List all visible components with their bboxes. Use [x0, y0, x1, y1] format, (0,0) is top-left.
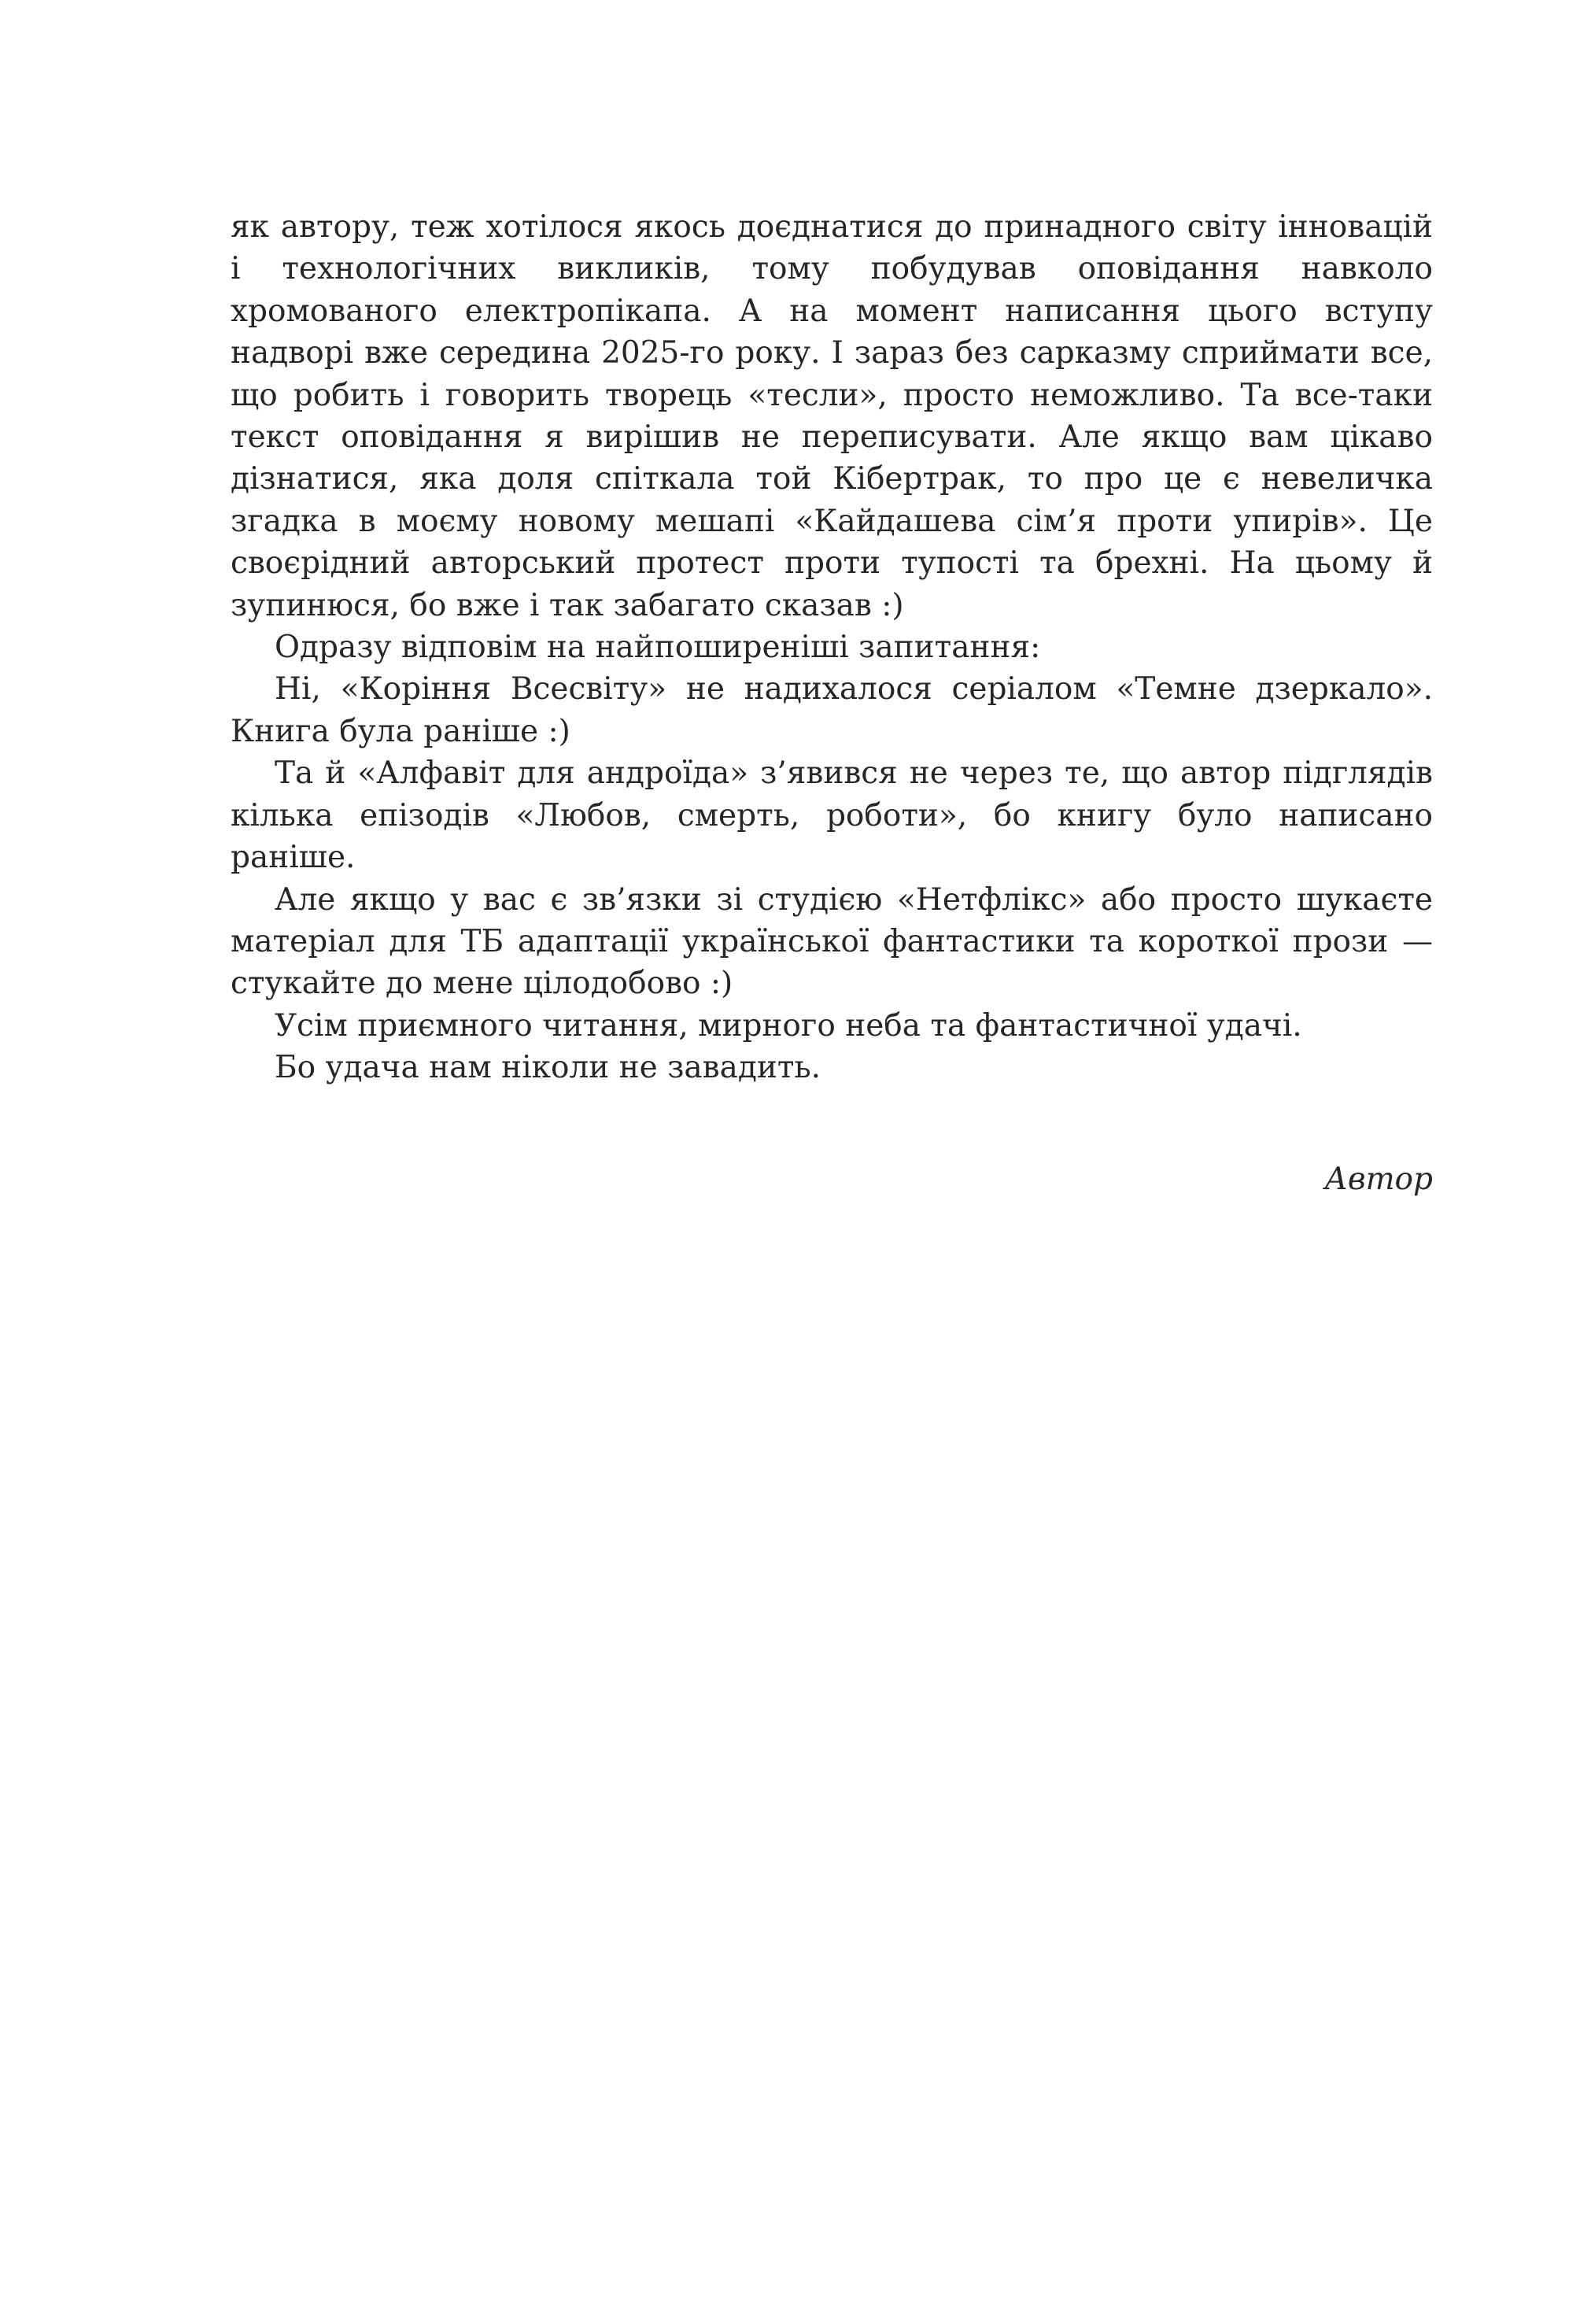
paragraph-5: Але якщо у вас є зв’язки зі студією «Нетфлікс» або просто шукаєте матеріал для ТБ адаптації української фантастики та короткої прози — стукайте до мене цілодобово :)	[231, 881, 1433, 1002]
author-signature: Автор	[1324, 1162, 1433, 1197]
paragraph-1: як автору, теж хотілося якось доєднатися до принадного світу інновацій і технологічних викликів, тому побудував оповідання навколо хромованого електропікапа. А на момент написання цього вступу надворі вже середина 2025-го року. І зараз без сарказму сприймати все, що робить і говорить творець «тесли», просто неможливо. Та все-таки текст оповідання я вирішив не переписувати. Але якщо вам цікаво дізнатися, яка доля спіткала той Кібертрак, то про це є невеличка згадка в моєму новому мешапі «Кайдашева сім’я проти упирів». Це своєрідний авторський протест проти тупості та брехні. На цьому й зупинюся, бо вже і так забагато сказав :)	[231, 209, 1433, 623]
paragraph-4: Та й «Алфавіт для андроїда» з’явився не через те, що автор підглядів кілька епізодів «Любов, смерть, роботи», бо книгу було написано раніше.	[231, 756, 1433, 876]
paragraph-3: Ні, «Коріння Всесвіту» не надихалося серіалом «Темне дзеркало». Книга була раніше :)	[231, 671, 1433, 749]
paragraph-6: Усім приємного читання, мирного неба та фантастичної удачі.	[275, 1007, 1302, 1044]
paragraph-7: Бо удача нам ніколи не завадить.	[275, 1050, 821, 1086]
body-text	[231, 206, 1433, 1089]
paragraph-2: Одразу відповім на найпоширеніші запитання:	[275, 630, 1041, 666]
